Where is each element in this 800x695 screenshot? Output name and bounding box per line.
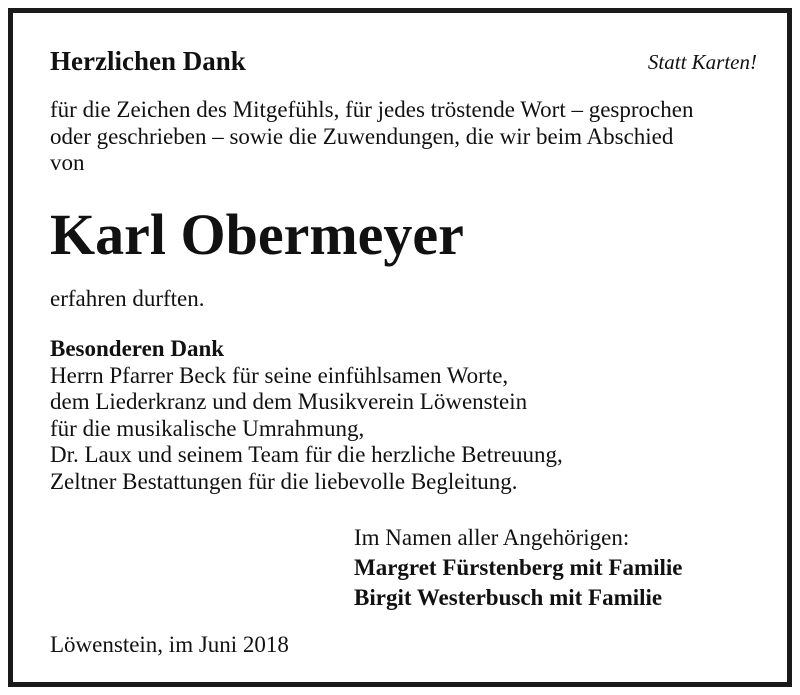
- intro-line: für die Zeichen des Mitgefühls, für jedes tröstende Wort – gesprochen: [50, 97, 694, 122]
- statt-karten-note: Statt Karten!: [647, 50, 757, 74]
- special-thanks-line: dem Liederkranz und dem Musikverein Löwenstein: [50, 389, 528, 414]
- signatories-block: [354, 523, 683, 613]
- on-behalf-text: Im Namen aller Angehörigen:: [354, 525, 630, 550]
- special-thanks-line: Dr. Laux und seinem Team für die herzliche Betreuung,: [50, 442, 563, 467]
- after-name-text: erfahren durften.: [50, 286, 205, 311]
- special-thanks-line: für die musikalische Umrahmung,: [50, 415, 365, 441]
- notice-heading: Herzlichen Dank: [50, 46, 246, 76]
- family-name: Birgit Westerbusch mit Familie: [354, 585, 663, 610]
- special-thanks-line: Zeltner Bestattungen für die liebevolle Begleitung.: [50, 468, 518, 494]
- deceased-name: Karl Obermeyer: [50, 202, 464, 267]
- notice-frame: [8, 8, 792, 687]
- special-thanks-block: [50, 336, 563, 495]
- intro-line: oder geschrieben – sowie die Zuwendungen, die wir beim Abschied: [50, 123, 674, 149]
- special-thanks-heading: Besonderen Dank: [50, 336, 225, 361]
- place-date: Löwenstein, im Juni 2018: [50, 632, 289, 657]
- intro-text: [50, 97, 770, 177]
- family-name: Margret Fürstenberg mit Familie: [354, 555, 683, 580]
- intro-line: von: [50, 150, 85, 175]
- special-thanks-line: Herrn Pfarrer Beck für seine einfühlsamen Worte,: [50, 362, 509, 388]
